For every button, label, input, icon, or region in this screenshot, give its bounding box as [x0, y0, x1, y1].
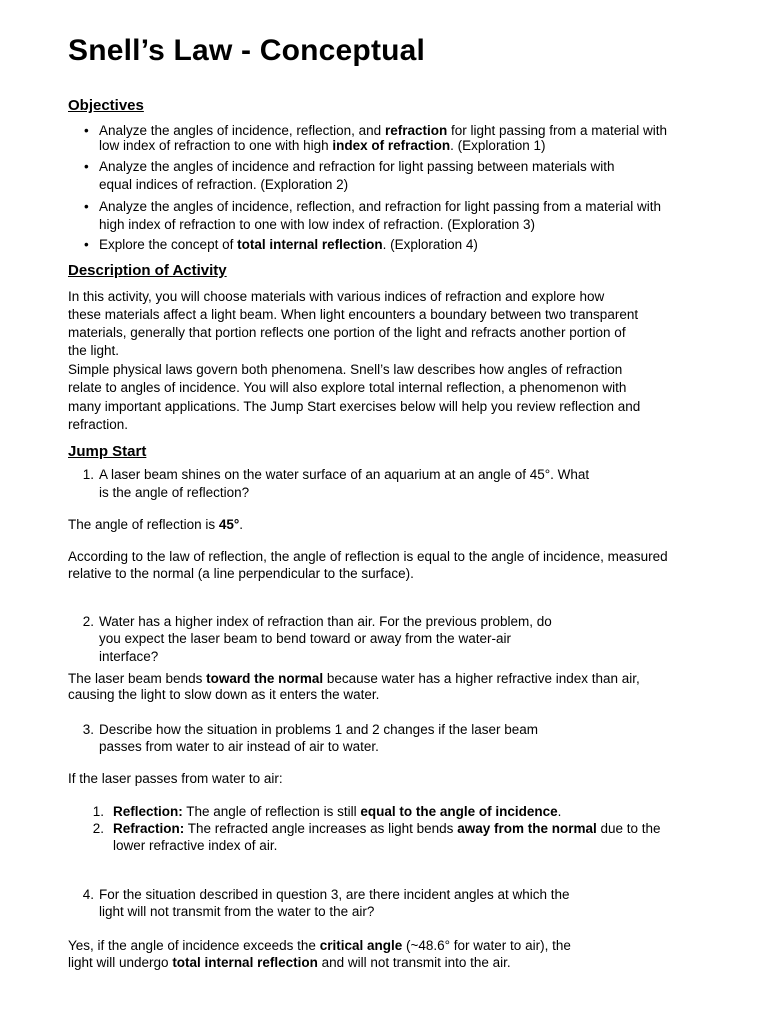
text-span: due to the [596, 821, 661, 836]
paragraph-line: In this activity, you will choose materials with various indices of refraction and explore how [68, 289, 605, 304]
text-span: Yes, if the angle of incidence exceeds the [68, 938, 320, 953]
text-span: . (Exploration 4) [382, 237, 478, 252]
objective-line [99, 236, 478, 254]
text-span: Explore the concept of [99, 237, 238, 252]
bold-term: Refraction: [113, 821, 185, 836]
description-heading: Description of Activity [68, 262, 227, 279]
question-line: Water has a higher index of refraction than air. For the previous problem, do [99, 614, 552, 629]
text-span: The laser beam bends [68, 671, 207, 686]
bullet-icon: • [84, 159, 89, 174]
question-number: 2. [82, 614, 94, 629]
question-line: passes from water to air instead of air to water. [99, 739, 379, 754]
bold-term: index of refraction [332, 138, 451, 153]
bold-term: away from the normal [457, 821, 597, 836]
text-span: The angle of reflection is [68, 517, 219, 532]
paragraph-line: these materials affect a light beam. When light encounters a boundary between two transparent [68, 307, 639, 322]
list-line: lower refractive index of air. [113, 838, 278, 853]
bold-term: total internal reflection [172, 955, 318, 970]
list-number: 1. [92, 804, 104, 819]
bold-term: equal to the angle of incidence [360, 804, 558, 819]
objectives-heading: Objectives [68, 97, 144, 114]
paragraph-line: causing the light to slow down as it enters the water. [68, 687, 380, 702]
objective-line: Analyze the angles of incidence, reflection, and refraction for light passing from a material with [99, 199, 662, 214]
question-line: For the situation described in question 3, are there incident angles at which the [99, 887, 570, 902]
answer-1 [68, 516, 243, 534]
bold-term: 45° [218, 517, 240, 532]
objective-line: Analyze the angles of incidence and refraction for light passing between materials with [99, 159, 615, 174]
paragraph-line: relative to the normal (a line perpendicular to the surface). [68, 566, 414, 581]
paragraph-line [68, 937, 571, 955]
text-span: Analyze the angles of incidence, reflection, and [99, 123, 385, 138]
bullet-icon: • [84, 199, 89, 214]
paragraph-line: Simple physical laws govern both phenomena. Snell’s law describes how angles of refraction [68, 362, 623, 377]
paragraph-line: According to the law of reflection, the angle of reflection is equal to the angle of incidence, measured [68, 549, 668, 564]
objective-line [99, 137, 545, 155]
page-title: Snell’s Law - Conceptual [68, 34, 426, 67]
paragraph-line: many important applications. The Jump Start exercises below will help you review reflection and [68, 399, 641, 414]
text-span: low index of refraction to one with high [99, 138, 333, 153]
bold-term: refraction [384, 123, 448, 138]
question-number: 3. [82, 722, 94, 737]
text-span: . [557, 804, 562, 819]
question-line: interface? [99, 649, 159, 664]
jump-start-heading: Jump Start [68, 443, 147, 460]
question-line: is the angle of reflection? [99, 485, 250, 500]
text-span: because water has a higher refractive index than air, [323, 671, 640, 686]
paragraph-line: materials, generally that portion reflects one portion of the light and refracts another portion of [68, 325, 626, 340]
text-span: for light passing from a material with [447, 123, 668, 138]
text-span: . [239, 517, 244, 532]
text-span: (~48.6° for water to air), the [402, 938, 571, 953]
bold-term: Reflection: [113, 804, 183, 819]
answer-3-intro: If the laser passes from water to air: [68, 771, 283, 786]
bullet-icon: • [84, 237, 89, 252]
list-number: 2. [92, 821, 104, 836]
bullet-icon: • [84, 123, 89, 138]
objective-line: equal indices of refraction. (Exploration 2) [99, 177, 349, 192]
paragraph-line [68, 954, 511, 972]
question-line: light will not transmit from the water to the air? [99, 904, 375, 919]
paragraph-line: relate to angles of incidence. You will also explore total internal reflection, a phenomenon with [68, 380, 627, 395]
bold-term: toward the normal [206, 671, 324, 686]
paragraph-line: the light. [68, 343, 120, 358]
text-span: light will undergo [68, 955, 173, 970]
text-span: The refracted angle increases as light bends [184, 821, 458, 836]
question-line: Describe how the situation in problems 1 and 2 changes if the laser beam [99, 722, 539, 737]
text-span: and will not transmit into the air. [317, 955, 511, 970]
list-line [113, 820, 661, 838]
bold-term: critical angle [319, 938, 403, 953]
paragraph-line [68, 670, 640, 688]
bold-term: total internal reflection [237, 237, 383, 252]
text-span: . (Exploration 1) [450, 138, 546, 153]
question-number: 4. [82, 887, 94, 902]
text-span: The angle of reflection is still [182, 804, 361, 819]
question-line: A laser beam shines on the water surface of an aquarium at an angle of 45°. What [99, 467, 590, 482]
paragraph-line: refraction. [68, 417, 129, 432]
objective-line: high index of refraction to one with low index of refraction. (Exploration 3) [99, 217, 535, 232]
question-line: you expect the laser beam to bend toward or away from the water-air [99, 631, 511, 646]
list-line [113, 803, 561, 821]
question-number: 1. [82, 467, 94, 482]
